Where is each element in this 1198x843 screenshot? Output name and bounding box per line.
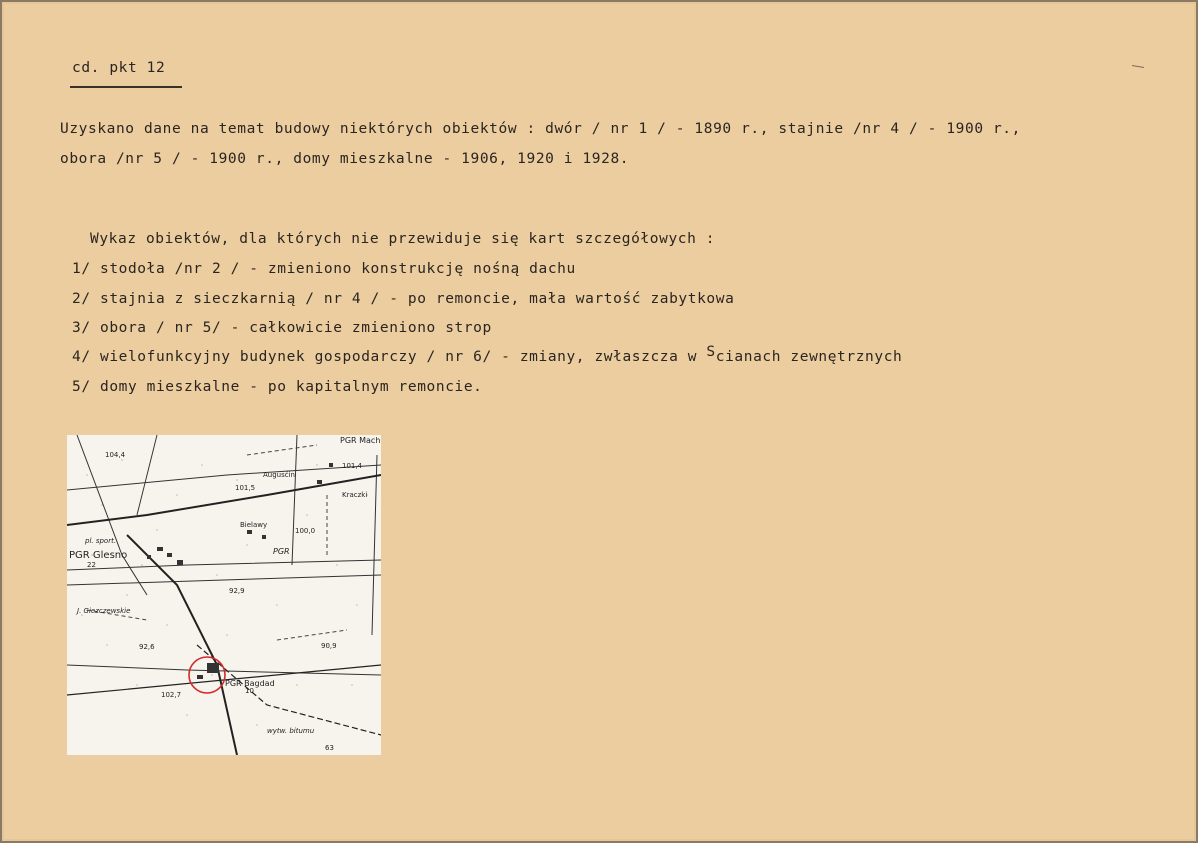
map-label-92-9: 92,9 (229, 587, 245, 595)
map-label-giez: J. Giezczewskie (77, 607, 131, 615)
map-label-10: 10 (245, 687, 254, 695)
map-label-augus: Augusćin (263, 471, 295, 479)
map-label-bielawy: Bielawy (240, 521, 268, 529)
map-label-pgr-mach: PGR Mach (340, 436, 381, 445)
map-label-101-5: 101,5 (235, 484, 256, 492)
list-item-4-part-2: cianach zewnętrznych (715, 349, 903, 365)
topographic-map (67, 435, 381, 755)
map-drawing (67, 435, 381, 755)
map-label-101-4: 101,4 (342, 462, 363, 470)
list-item-4-part-1: 4/ wielofunkcyjny budynek gospodarczy / nr 6/ - zmiany, zwłaszcza w (72, 349, 707, 365)
map-label-pgr: PGR (273, 547, 290, 556)
map-label-pl-sport: pl. sport. (85, 537, 117, 545)
map-label-92-6: 92,6 (139, 643, 155, 651)
map-label-90-9: 90,9 (321, 642, 337, 650)
section-header: cd. pkt 12 (72, 60, 166, 76)
map-label-pgr-glesno: PGR Glesno (69, 550, 128, 561)
map-label-104-4: 104,4 (105, 451, 126, 459)
map-label-63: 63 (325, 744, 334, 752)
map-label-kraczki: Kraczki (342, 491, 368, 499)
paper-mark (1132, 65, 1144, 68)
list-item-5: 5/ domy mieszkalne - po kapitalnym remoncie. (72, 379, 483, 395)
list-item-1: 1/ stodoła /nr 2 / - zmieniono konstrukcję nośną dachu (72, 261, 576, 277)
map-label-pgr-bagdad: PGR Bagdad (225, 679, 275, 688)
list-intro: Wykaz obiektów, dla których nie przewiduje się kart szczegółowych : (90, 231, 716, 247)
map-label-102-7: 102,7 (161, 691, 182, 699)
list-item-2: 2/ stajnia z sieczkarnią / nr 4 / - po remoncie, mała wartość zabytkowa (72, 291, 735, 307)
map-label-22: 22 (87, 561, 96, 569)
list-item-3: 3/ obora / nr 5/ - całkowicie zmieniono strop (72, 320, 492, 336)
paragraph-line-2: obora /nr 5 / - 1900 r., domy mieszkalne - 1906, 1920 i 1928. (60, 151, 630, 167)
map-label-wytw: wytw. bitumu (267, 727, 315, 735)
header-underline (70, 86, 182, 88)
map-label-100-0: 100,0 (295, 527, 316, 535)
paragraph-line-1: Uzyskano dane na temat budowy niektórych obiektów : dwór / nr 1 / - 1890 r., stajnie /nr 4 / - 1900 r., (60, 121, 1021, 137)
list-item-4-superscript: S (706, 344, 716, 360)
list-item-4 (72, 344, 903, 365)
